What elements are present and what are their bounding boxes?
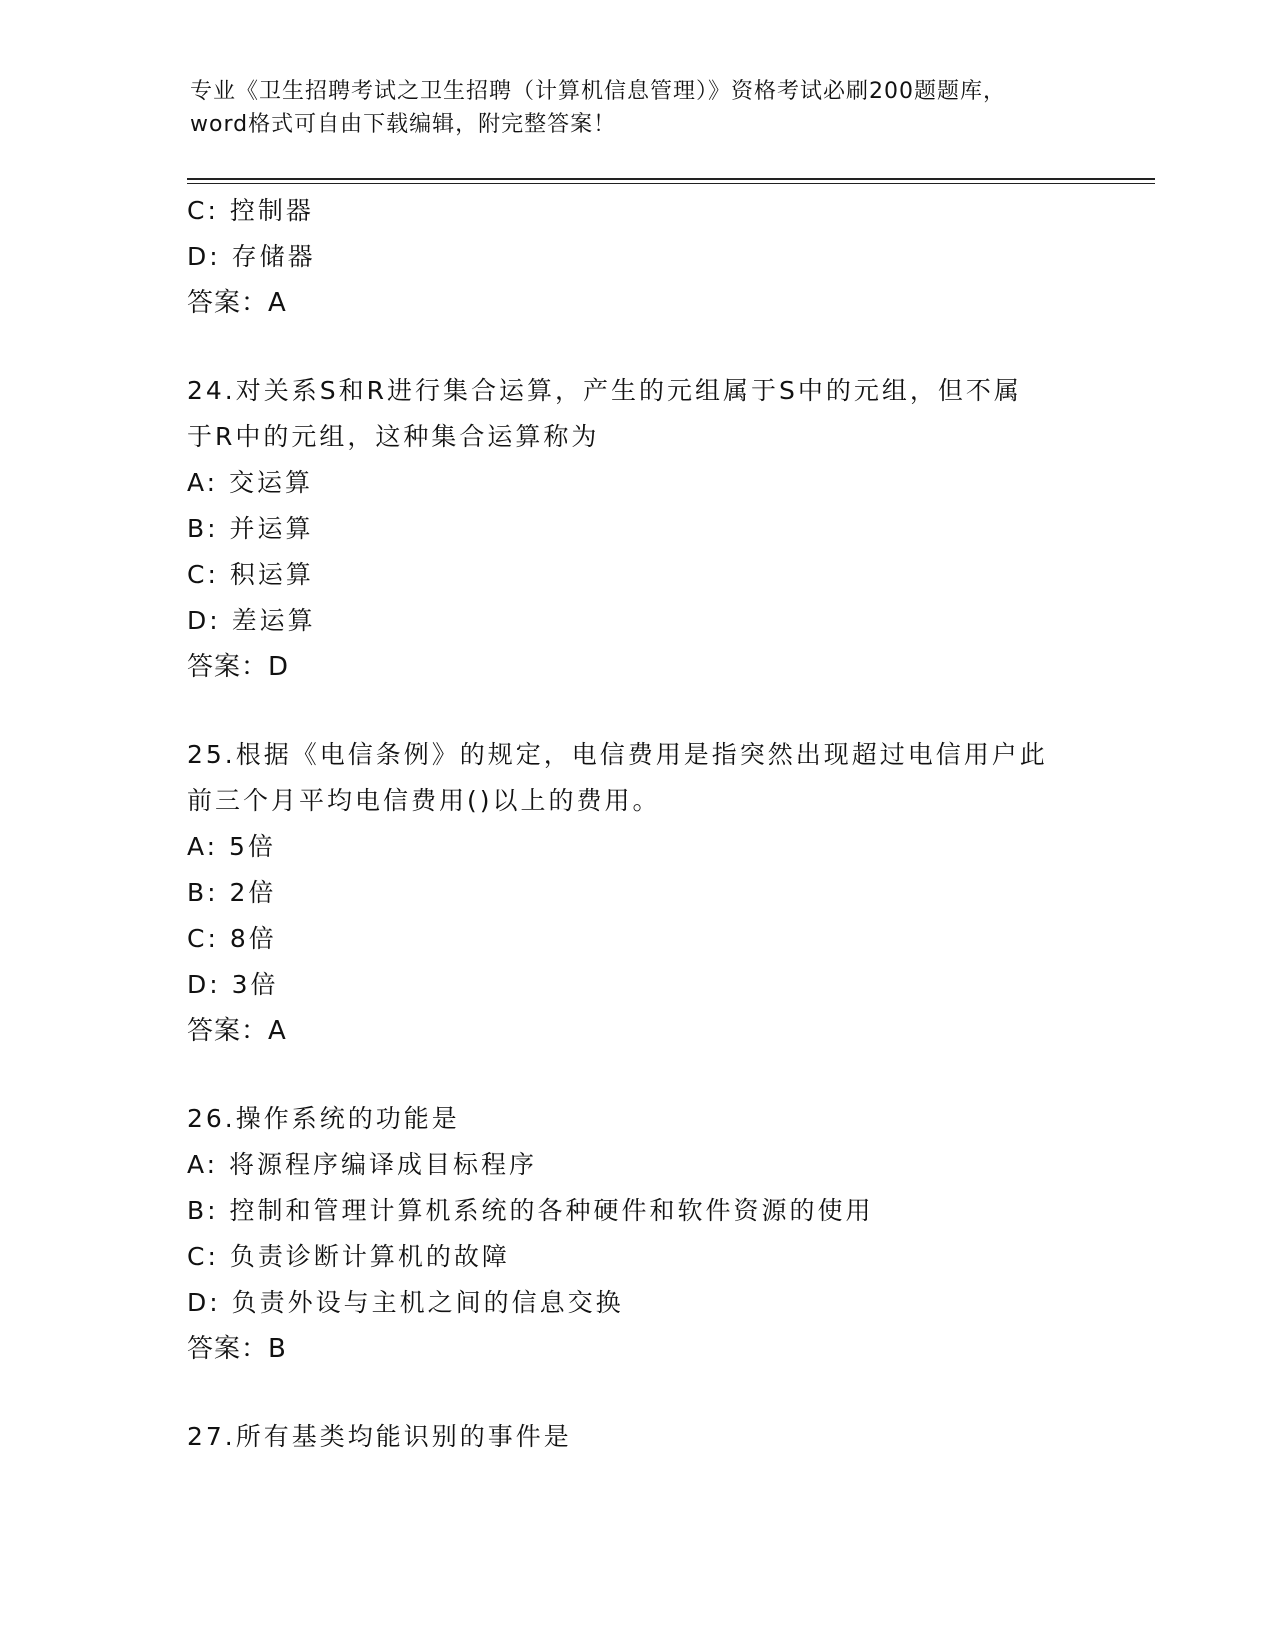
option-c: C: 负责诊断计算机的故障: [187, 1242, 510, 1271]
option-c: C: 8倍: [187, 924, 277, 953]
option-b: B: 控制和管理计算机系统的各种硬件和软件资源的使用: [187, 1196, 874, 1225]
question-stem: 26.操作系统的功能是: [187, 1104, 460, 1133]
answer-line: 答案：D: [187, 652, 290, 682]
question-stem: 25.根据《电信条例》的规定，电信费用是指突然出现超过电信用户此: [187, 740, 1048, 769]
answer-line: 答案：B: [187, 1334, 287, 1364]
question-27: [187, 1414, 1087, 1460]
header-divider-thin: [187, 183, 1155, 184]
option-d: D: 存储器: [187, 242, 316, 271]
question-list: [187, 188, 1087, 1460]
header-divider-thick: [187, 178, 1155, 180]
option-c: C: 控制器: [187, 196, 314, 225]
question-stem: 27.所有基类均能识别的事件是: [187, 1422, 572, 1451]
option-c: C: 积运算: [187, 560, 314, 589]
question-24: [187, 368, 1087, 690]
option-a: A: 将源程序编译成目标程序: [187, 1150, 538, 1179]
option-a: A: 交运算: [187, 468, 314, 497]
question-stem: 前三个月平均电信费用()以上的费用。: [187, 786, 661, 815]
question-stem: 于R中的元组，这种集合运算称为: [187, 422, 600, 451]
question-26: [187, 1096, 1087, 1372]
answer-line: 答案：A: [187, 288, 287, 318]
question-stem: 24.对关系S和R进行集合运算，产生的元组属于S中的元组，但不属: [187, 376, 1022, 405]
option-d: D: 差运算: [187, 606, 316, 635]
option-a: A: 5倍: [187, 832, 276, 861]
option-d: D: 负责外设与主机之间的信息交换: [187, 1288, 624, 1317]
option-d: D: 3倍: [187, 970, 279, 999]
header-title-line-1: 专业《卫生招聘考试之卫生招聘（计算机信息管理）》资格考试必刷200题题库，: [190, 79, 1006, 104]
document-header: [190, 75, 1090, 141]
option-b: B: 2倍: [187, 878, 277, 907]
header-title-line-2: word格式可自由下载编辑，附完整答案！: [190, 112, 617, 137]
question-25: [187, 732, 1087, 1054]
option-b: B: 并运算: [187, 514, 314, 543]
question-23-continued: [187, 188, 1087, 326]
answer-line: 答案：A: [187, 1016, 287, 1046]
